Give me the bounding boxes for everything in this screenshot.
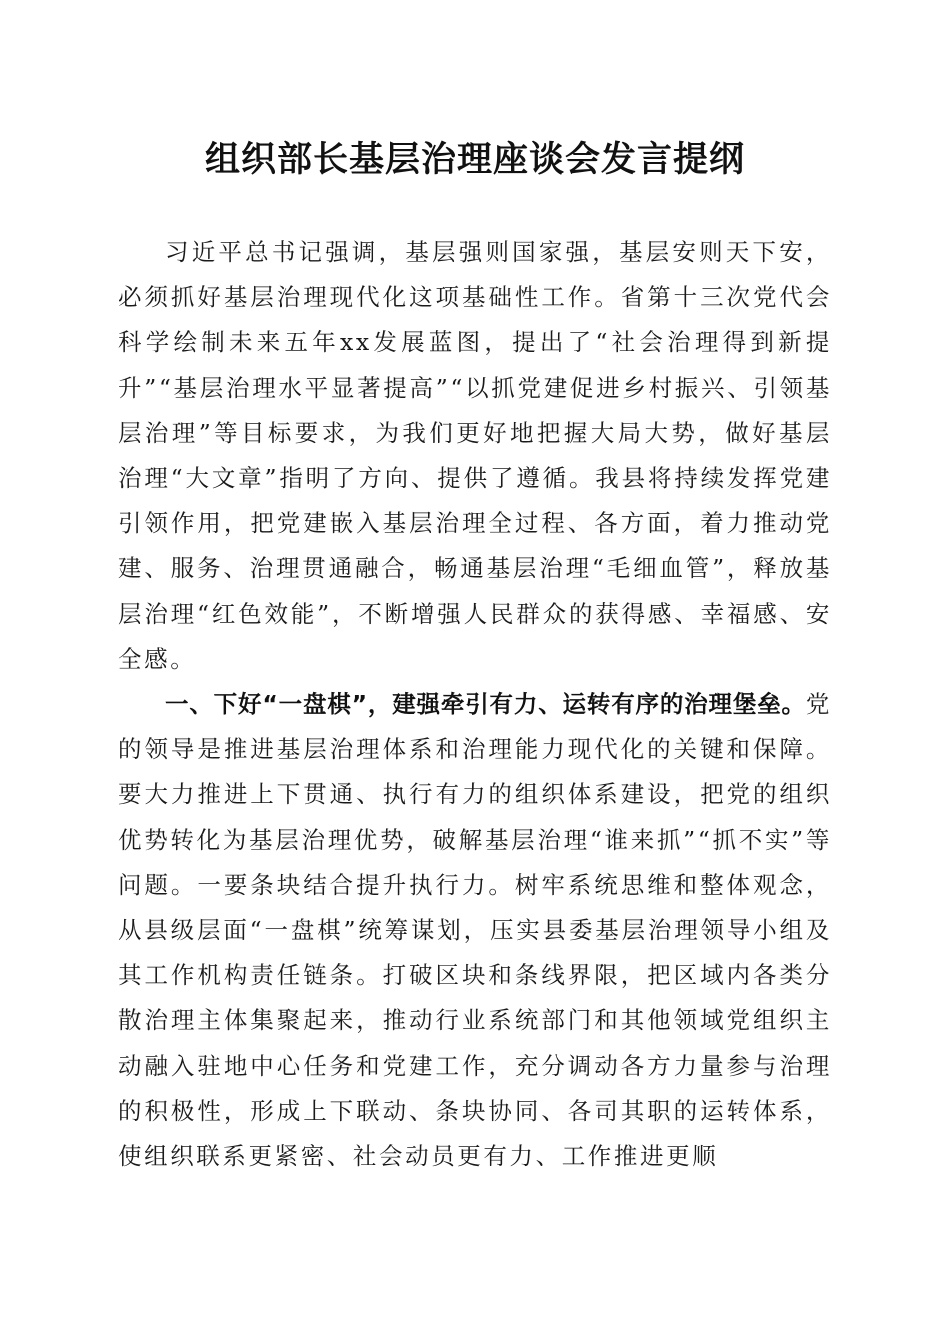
document-title: 组织部长基层治理座谈会发言提纲: [204, 139, 745, 180]
section-1-body: 党的领导是推进基层治理体系和治理能力现代化的关键和保障。要大力推进上下贯通、执行有力的组织体系建设，把党的组织优势转化为基层治理优势，破解基层治理“谁来抓”“抓不实”等问题。一要条块结合提升执行力。树牢系统思维和整体观念，从县级层面“一盘棋”统筹谋划，压实县委基层治理领导小组及其工作机构责任链条。打破区块和条线界限，把区域内各类分散治理主体集聚起来，推动行业系统部门和其他领域党组织主动融入驻地中心任务和党建工作，充分调动各方力量参与治理的积极性，形成上下联动、条块协同、各司其职的运转体系，使组织联系更紧密、社会动员更有力、工作推进更顺: [118, 690, 832, 1171]
section-1-paragraph: [118, 682, 832, 1179]
document-body: [118, 230, 832, 1179]
section-1-heading: 一、下好“一盘棋”，建强牵引有力、运转有序的治理堡垒。: [165, 690, 806, 719]
intro-paragraph: 习近平总书记强调，基层强则国家强，基层安则天下安，必须抓好基层治理现代化这项基础性工作。省第十三次党代会科学绘制未来五年xx发展蓝图，提出了“社会治理得到新提升”“基层治理水平显著提高”“以抓党建促进乡村振兴、引领基层治理”等目标要求，为我们更好地把握大局大势，做好基层治理“大文章”指明了方向、提供了遵循。我县将持续发挥党建引领作用，把党建嵌入基层治理全过程、各方面，着力推动党建、服务、治理贯通融合，畅通基层治理“毛细血管”，释放基层治理“红色效能”，不断增强人民群众的获得感、幸福感、安全感。: [118, 238, 832, 673]
